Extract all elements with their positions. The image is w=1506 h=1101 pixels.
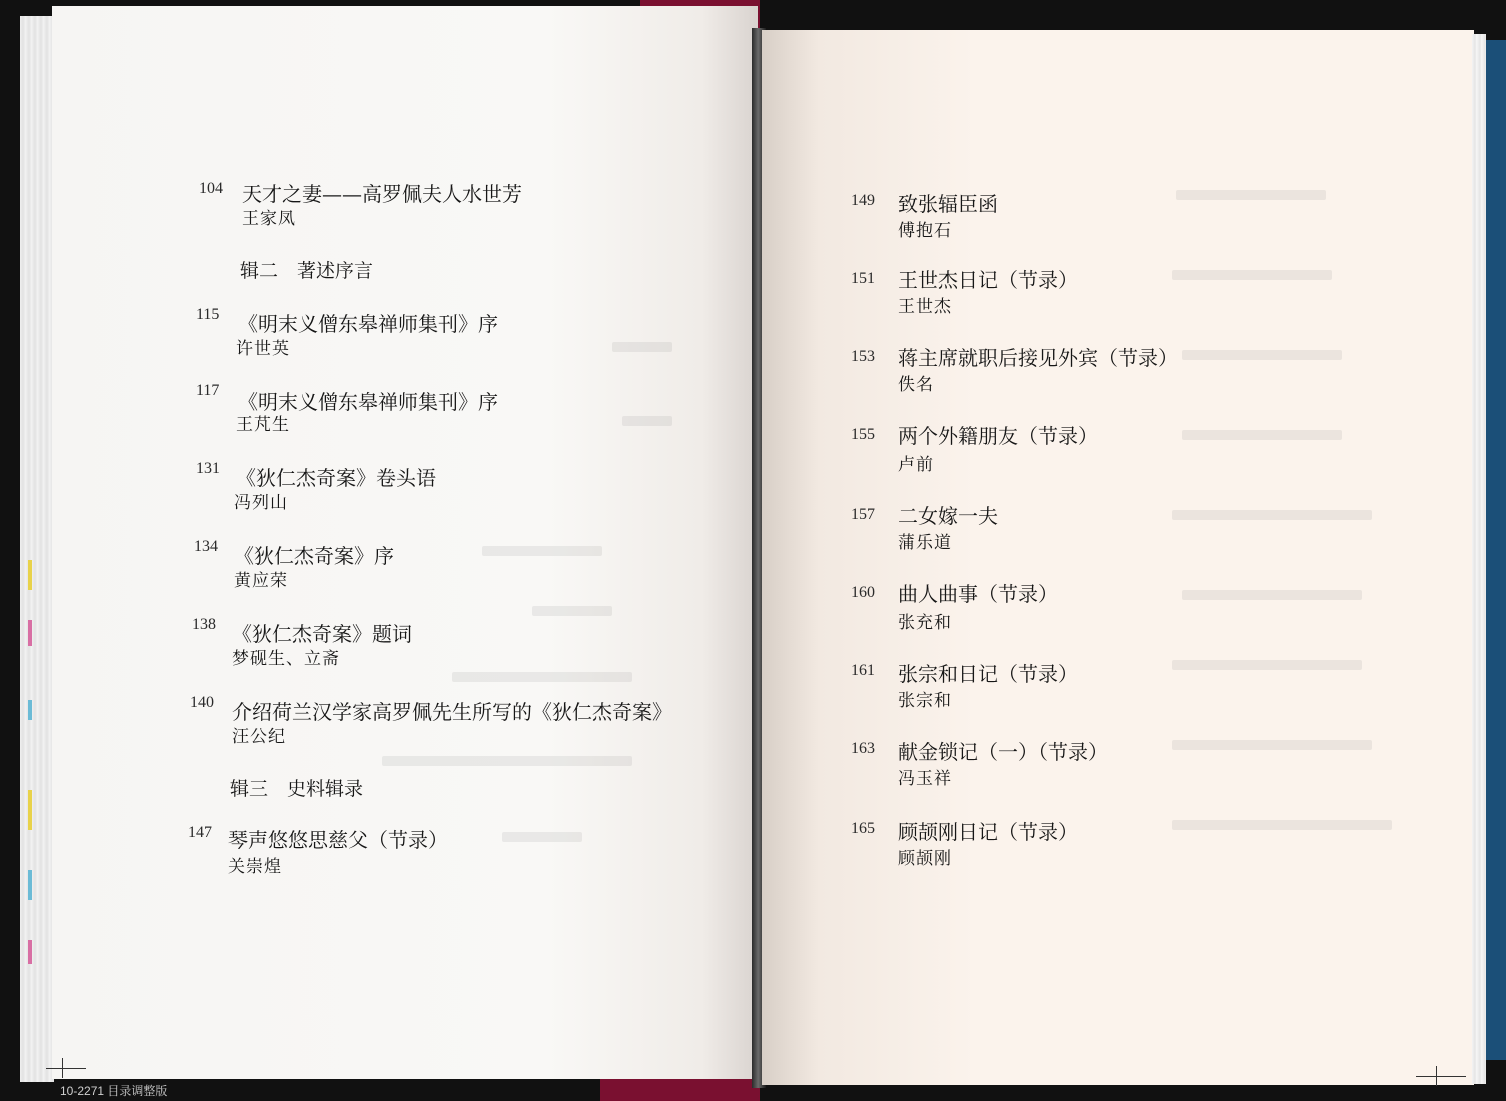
page-number: 155 — [851, 426, 875, 443]
page-number: 131 — [196, 460, 220, 477]
entry-title: 《狄仁杰奇案》题词 — [232, 622, 412, 646]
entry-author: 卢前 — [898, 455, 934, 475]
print-footer: 10-2271 目录调整版 — [60, 1084, 168, 1098]
color-strip — [28, 870, 32, 900]
crop-mark — [1416, 1076, 1466, 1077]
color-strip — [28, 790, 32, 830]
page-number: 149 — [851, 192, 875, 209]
entry-author: 傅抱石 — [898, 221, 952, 241]
entry-title: 《狄仁杰奇案》卷头语 — [236, 466, 436, 490]
page-number: 140 — [190, 694, 214, 711]
entry-title: 琴声悠悠思慈父（节录） — [228, 828, 448, 852]
entry-author: 王世杰 — [898, 297, 952, 317]
entry-title: 蒋主席就职后接见外宾（节录） — [898, 346, 1178, 370]
entry-author: 许世英 — [236, 339, 290, 359]
right-page-edges — [1472, 34, 1486, 1084]
left-page-edges — [20, 16, 54, 1082]
page-number: 147 — [188, 824, 212, 841]
cover-right-edge — [1486, 40, 1506, 1060]
entry-author: 梦砚生、立斋 — [232, 649, 340, 669]
entry-title: 顾颉刚日记（节录） — [898, 820, 1078, 844]
entry-author: 冯列山 — [234, 493, 288, 513]
entry-title: 张宗和日记（节录） — [898, 662, 1078, 686]
entry-author: 黄应荣 — [234, 571, 288, 591]
section-heading: 辑二 著述序言 — [240, 260, 374, 282]
entry-author: 王芃生 — [236, 415, 290, 435]
page-number: 117 — [196, 382, 220, 399]
page-number: 157 — [851, 506, 875, 523]
crop-mark — [62, 1058, 63, 1078]
crop-mark — [1436, 1066, 1437, 1086]
right-page — [762, 30, 1474, 1085]
page-number: 115 — [196, 306, 220, 323]
entry-author: 张宗和 — [898, 691, 952, 711]
entry-title: 《明末义僧东皋禅师集刊》序 — [238, 390, 498, 414]
entry-author: 顾颉刚 — [898, 849, 952, 869]
entry-title: 《明末义僧东皋禅师集刊》序 — [238, 312, 498, 336]
page-number: 160 — [851, 584, 875, 601]
crop-mark — [46, 1068, 86, 1069]
page-number: 138 — [192, 616, 216, 633]
entry-author: 王家凤 — [242, 209, 296, 229]
color-strip — [28, 620, 32, 646]
entry-author: 张充和 — [898, 613, 952, 633]
page-number: 151 — [851, 270, 875, 287]
entry-title: 天才之妻——高罗佩夫人水世芳 — [242, 182, 522, 206]
page-number: 153 — [851, 348, 875, 365]
entry-title: 两个外籍朋友（节录） — [898, 424, 1098, 448]
cover-bottom-edge — [600, 1078, 760, 1101]
entry-title: 《狄仁杰奇案》序 — [234, 544, 394, 568]
entry-author: 蒲乐道 — [898, 533, 952, 553]
section-heading: 辑三 史料辑录 — [230, 778, 364, 800]
page-number: 104 — [199, 180, 223, 197]
entry-title: 二女嫁一夫 — [898, 504, 998, 528]
page-number: 163 — [851, 740, 875, 757]
page-number: 165 — [851, 820, 875, 837]
entry-title: 致张辐臣函 — [898, 192, 998, 216]
color-strip — [28, 560, 32, 590]
entry-title: 曲人曲事（节录） — [898, 582, 1058, 606]
entry-author: 关崇煌 — [228, 857, 282, 877]
entry-author: 佚名 — [898, 375, 934, 395]
entry-title: 献金锁记（一）（节录） — [898, 740, 1108, 764]
entry-title: 王世杰日记（节录） — [898, 268, 1078, 292]
entry-author: 汪公纪 — [232, 727, 286, 747]
page-number: 134 — [194, 538, 218, 555]
color-strip — [28, 940, 32, 964]
page-number: 161 — [851, 662, 875, 679]
entry-author: 冯玉祥 — [898, 769, 952, 789]
left-page — [52, 6, 758, 1079]
entry-title: 介绍荷兰汉学家高罗佩先生所写的《狄仁杰奇案》 — [232, 700, 672, 724]
color-strip — [28, 700, 32, 720]
